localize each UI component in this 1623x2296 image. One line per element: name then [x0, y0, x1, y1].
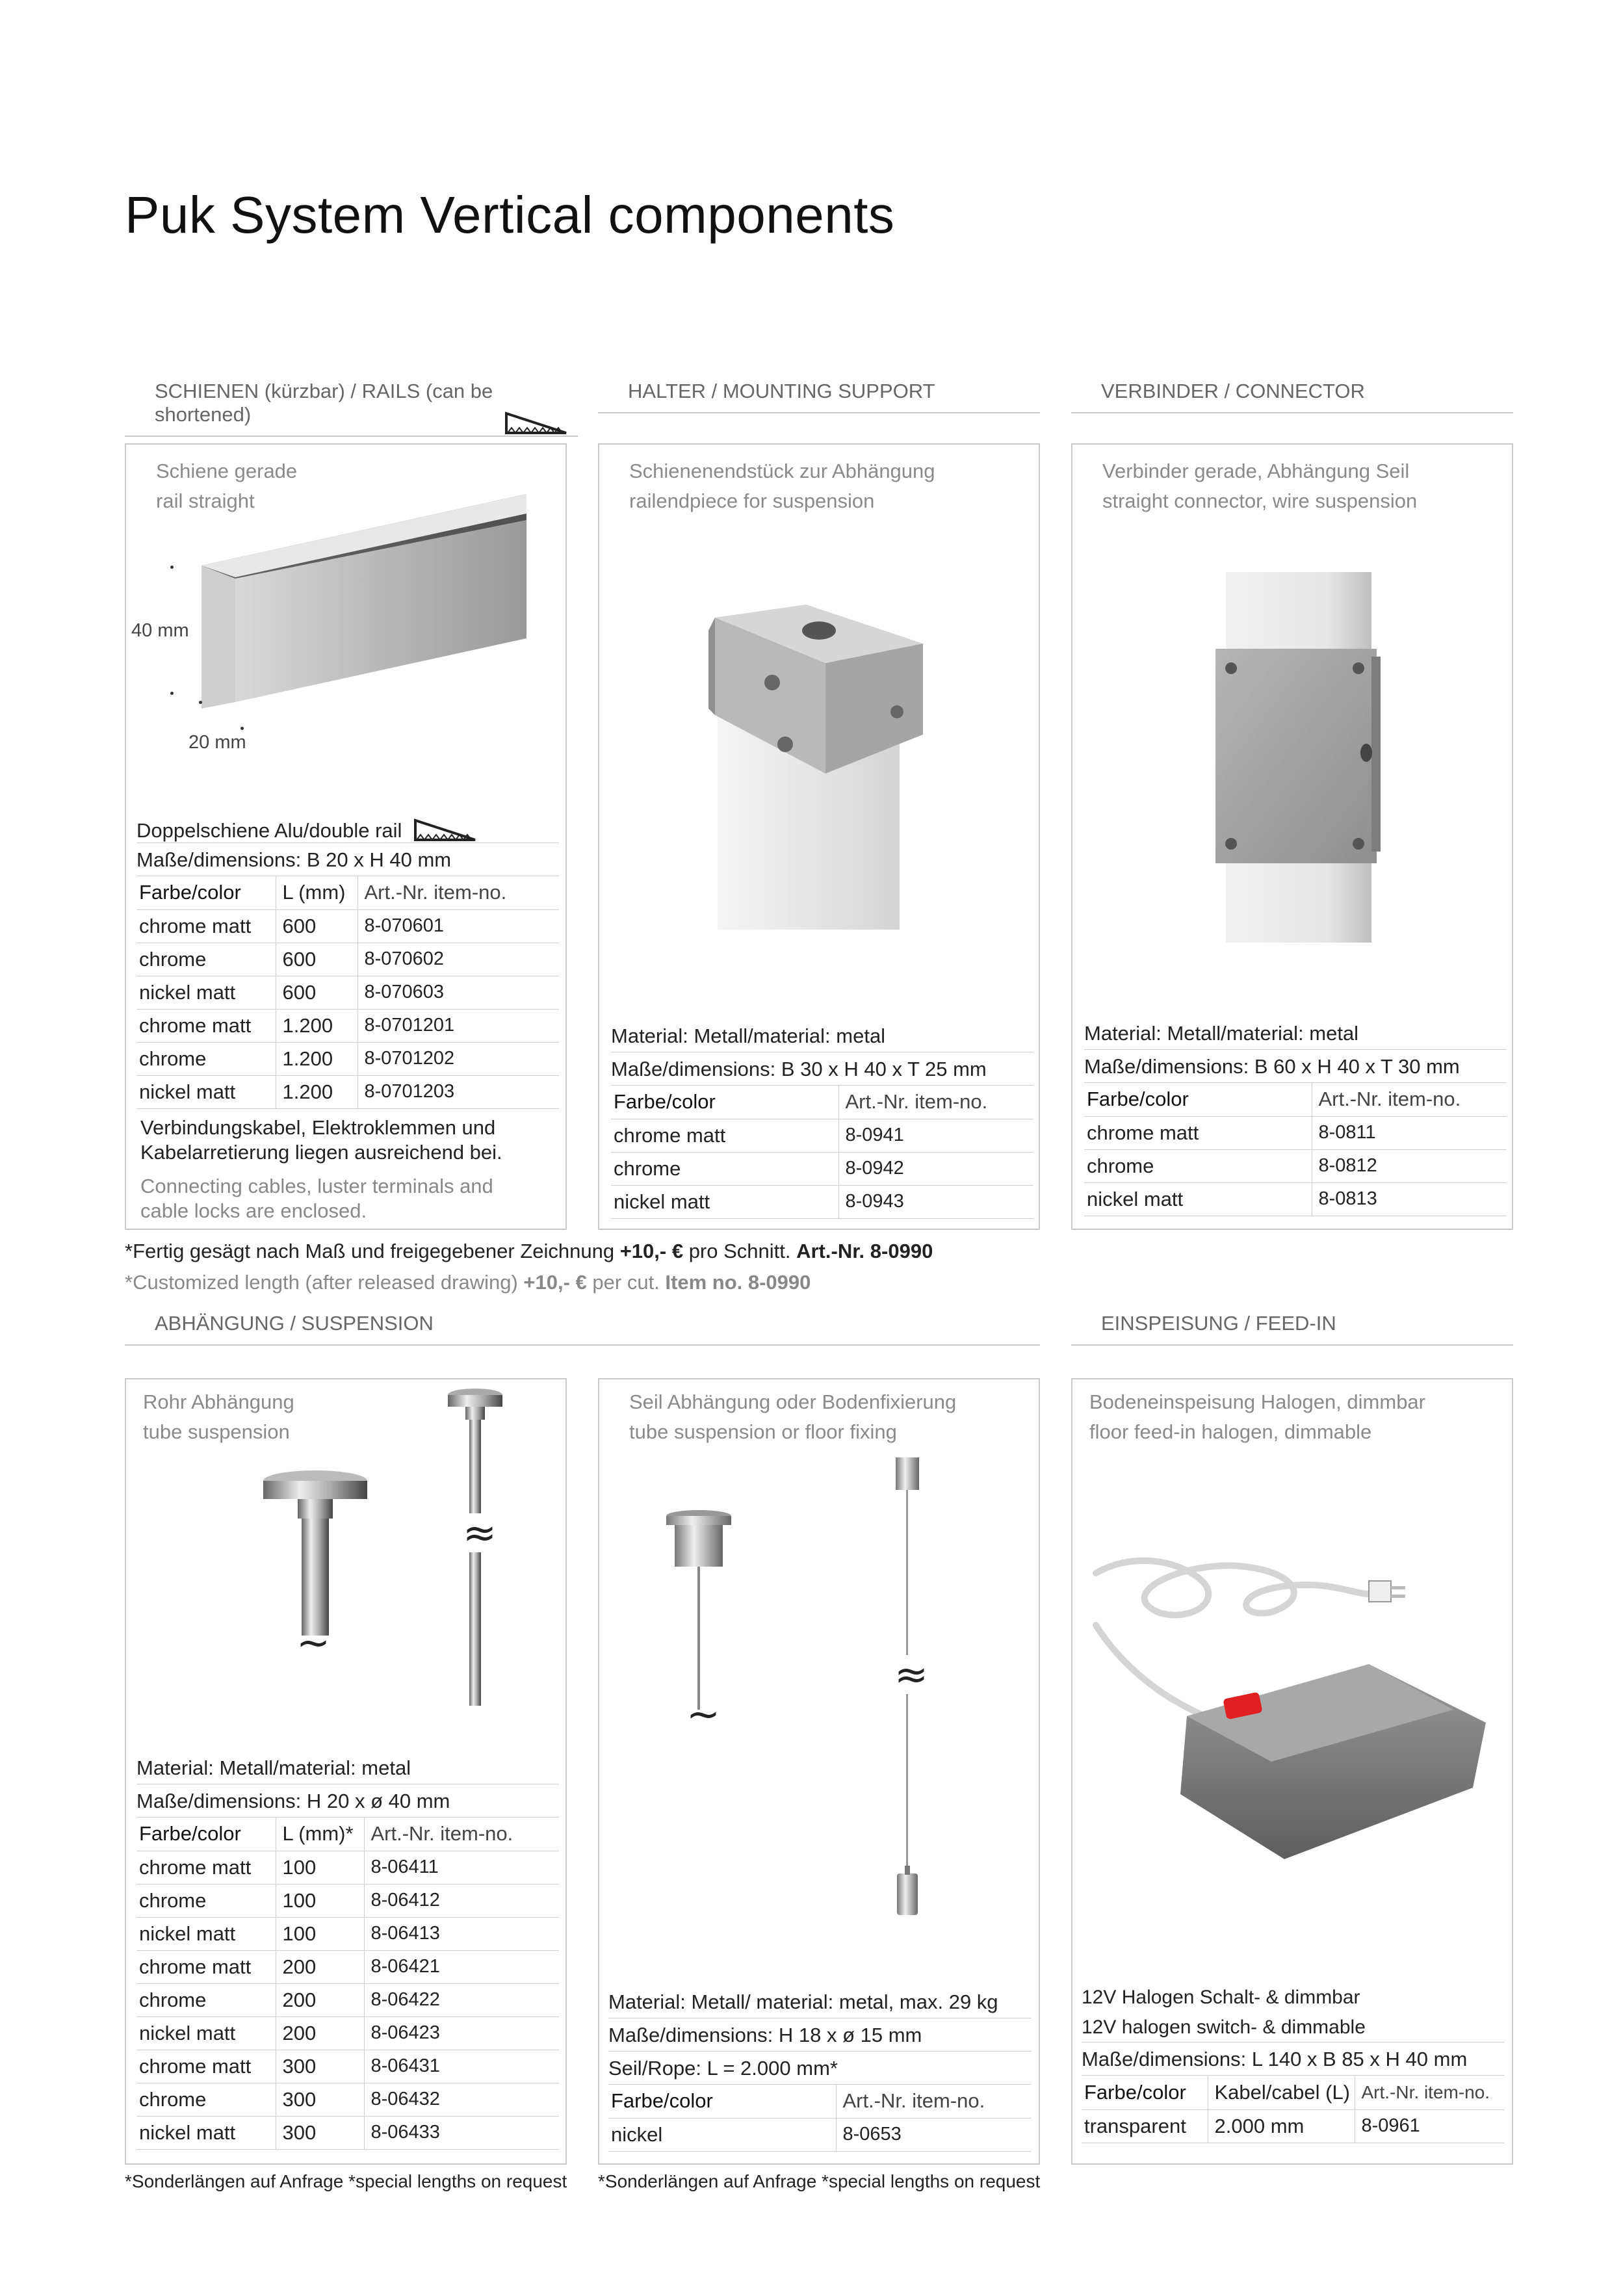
rail-note-en-2: cable locks are enclosed. [140, 1199, 367, 1222]
feedin-spec-line2: 12V halogen switch- & dimmable [1082, 2013, 1504, 2042]
wire-spec-line1: Material: Metall/ material: metal, max. 29 kg [608, 1985, 1031, 2018]
feedin-caption-de: Bodeneinspeisung Halogen, dimmbar [1089, 1390, 1425, 1413]
table-row: chrome 200 8-06422 [136, 1983, 559, 2016]
rail-height-dimension: 40 mm [131, 620, 189, 641]
table-row: nickel matt 200 8-06423 [136, 2016, 559, 2050]
mounting-spec-line1: Material: Metall/material: metal [611, 1019, 1033, 1052]
tube-suspension-image [260, 1463, 370, 1638]
table-row: transparent 2.000 mm 8-0961 [1082, 2109, 1504, 2143]
rail-spec [136, 810, 559, 876]
table-row: chrome 300 8-06432 [136, 2083, 559, 2116]
connector-image [1215, 572, 1384, 943]
wire-spec [608, 1985, 1031, 2085]
mounting-caption-en: railendpiece for suspension [629, 489, 875, 512]
table-row: chrome matt 8-0941 [611, 1119, 1033, 1152]
feedin-spec [1082, 1983, 1504, 2076]
table-row: nickel matt 600 8-070603 [136, 976, 559, 1009]
feedin-spec-line1: 12V Halogen Schalt- & dimmbar [1082, 1987, 1360, 2008]
table-row: chrome 8-0812 [1084, 1149, 1507, 1182]
feedin-caption-en: floor feed-in halogen, dimmable [1089, 1420, 1372, 1443]
table-row: nickel matt 8-0813 [1084, 1182, 1507, 1216]
rail-caption-en: rail straight [156, 489, 255, 512]
wire-tilde-2: ≈ [894, 1650, 928, 1698]
table-row: nickel matt 300 8-06433 [136, 2116, 559, 2149]
mounting-image [708, 605, 929, 930]
wire-footnote: *Sonderlängen auf Anfrage *special lengths on request [598, 2171, 1041, 2191]
table-row: chrome matt 8-0811 [1084, 1116, 1507, 1149]
wire-spec-line3: Seil/Rope: L = 2.000 mm* [608, 2052, 1031, 2085]
wire-tilde-1: ~ [686, 1690, 720, 1738]
mounting-caption-de: Schienenendstück zur Abhängung [629, 460, 935, 482]
table-row: nickel matt 8-0943 [611, 1185, 1033, 1218]
custom-length-note-de: *Fertig gesägt nach Maß und freigegebener Zeichnung +10,- € pro Schnitt. Art.-Nr. 8-0990 [125, 1240, 933, 1262]
section-heading-mounting: HALTER / MOUNTING SUPPORT [598, 380, 1040, 413]
table-header: Farbe/color Kabel/cabel (L) Art.-Nr. item-no. [1082, 2076, 1504, 2109]
mounting-spec [611, 1019, 1033, 1086]
saw-icon [504, 408, 569, 436]
rail-note-de-2: Kabelarretierung liegen ausreichend bei. [140, 1141, 502, 1164]
rail-spec-line2: Maße/dimensions: B 20 x H 40 mm [136, 843, 559, 876]
table-header: Farbe/color L (mm)* Art.-Nr. item-no. [136, 1818, 559, 1851]
wire-suspension-image [663, 1509, 734, 1711]
table-row: nickel 8-0653 [608, 2118, 1031, 2151]
tube-tilde-1: ~ [296, 1619, 330, 1666]
table-row: chrome 100 8-06412 [136, 1884, 559, 1917]
section-heading-feedin: EINSPEISUNG / FEED-IN [1071, 1312, 1513, 1346]
rail-width-dimension: 20 mm [188, 732, 246, 753]
connector-table [1084, 1083, 1507, 1216]
tube-spec-line2: Maße/dimensions: H 20 x ø 40 mm [136, 1784, 559, 1818]
table-row: chrome 1.200 8-0701202 [136, 1042, 559, 1075]
wire-caption-en: tube suspension or floor fixing [629, 1420, 897, 1443]
table-row: chrome matt 300 8-06431 [136, 2050, 559, 2083]
table-header: Farbe/color L (mm) Art.-Nr. item-no. [136, 876, 559, 909]
section-heading-suspension: ABHÄNGUNG / SUSPENSION [125, 1312, 1040, 1346]
connector-spec [1084, 1017, 1507, 1083]
connector-spec-line1: Material: Metall/material: metal [1084, 1017, 1507, 1050]
saw-icon [413, 815, 478, 842]
table-header: Farbe/color Art.-Nr. item-no. [1084, 1083, 1507, 1116]
table-row: chrome 600 8-070602 [136, 943, 559, 976]
table-row: nickel matt 100 8-06413 [136, 1917, 559, 1950]
connector-caption-en: straight connector, wire suspension [1102, 489, 1418, 512]
tube-table [136, 1818, 559, 2150]
tube-footnote: *Sonderlängen auf Anfrage *special lengths on request [125, 2171, 567, 2191]
table-row: nickel matt 1.200 8-0701203 [136, 1075, 559, 1108]
rail-table [136, 876, 559, 1109]
table-row: chrome matt 100 8-06411 [136, 1851, 559, 1884]
mounting-table [611, 1086, 1033, 1219]
table-row: chrome 8-0942 [611, 1152, 1033, 1185]
wire-spec-line2: Maße/dimensions: H 18 x ø 15 mm [608, 2018, 1031, 2052]
connector-spec-line2: Maße/dimensions: B 60 x H 40 x T 30 mm [1084, 1050, 1507, 1083]
table-row: chrome matt 1.200 8-0701201 [136, 1009, 559, 1042]
connector-caption-de: Verbinder gerade, Abhängung Seil [1102, 460, 1410, 482]
tube-spec-line1: Material: Metall/material: metal [136, 1751, 559, 1784]
tube-spec [136, 1751, 559, 1818]
table-row: chrome matt 600 8-070601 [136, 909, 559, 943]
rail-caption-de: Schiene gerade [156, 460, 298, 482]
mounting-spec-line2: Maße/dimensions: B 30 x H 40 x T 25 mm [611, 1052, 1033, 1086]
wire-table [608, 2085, 1031, 2152]
tube-caption-en: tube suspension [143, 1420, 290, 1443]
rail-note-de-1: Verbindungskabel, Elektroklemmen und [140, 1116, 496, 1139]
feedin-table [1082, 2076, 1504, 2143]
table-header: Farbe/color Art.-Nr. item-no. [608, 2085, 1031, 2118]
wire-caption-de: Seil Abhängung oder Bodenfixierung [629, 1390, 957, 1413]
section-heading-connector: VERBINDER / CONNECTOR [1071, 380, 1513, 413]
section-heading-rails: SCHIENEN (kürzbar) / RAILS (can be shortened) [125, 380, 578, 437]
custom-length-note-en: *Customized length (after released drawing) +10,- € per cut. Item no. 8-0990 [125, 1271, 811, 1294]
rail-note-en-1: Connecting cables, luster terminals and [140, 1175, 493, 1197]
feedin-spec-line3: Maße/dimensions: L 140 x B 85 x H 40 mm [1082, 2042, 1504, 2076]
table-row: chrome matt 200 8-06421 [136, 1950, 559, 1983]
rail-image [195, 494, 533, 709]
feedin-image [1089, 1521, 1492, 1866]
table-header: Farbe/color Art.-Nr. item-no. [611, 1086, 1033, 1119]
tube-caption-de: Rohr Abhängung [143, 1390, 294, 1413]
page-title: Puk System Vertical components [125, 186, 895, 244]
tube-tilde-2: ≈ [463, 1509, 497, 1556]
rail-spec-line1: Doppelschiene Alu/double rail [136, 810, 559, 843]
